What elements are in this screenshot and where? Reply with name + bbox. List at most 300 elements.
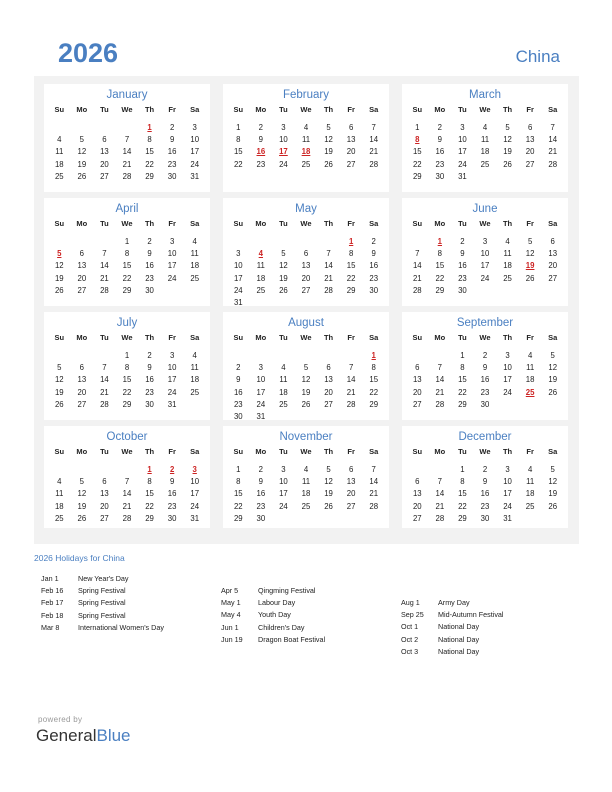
weekday-header: Sa [190,447,200,456]
day: 27 [412,399,422,409]
day: 26 [77,513,87,523]
day: 26 [279,285,288,295]
empty-day [272,350,295,362]
day: 25 [301,501,311,511]
weekday-header: We [121,333,133,342]
day: 19 [503,147,512,157]
day: 22 [145,159,154,169]
day: 3 [505,465,510,474]
day: 27 [77,285,87,295]
weekday-header: Mo [76,447,88,456]
day: 12 [54,261,64,271]
day-grid [223,331,389,423]
holiday-row [221,622,325,634]
day: 12 [54,375,64,385]
holiday-day: 3 [192,465,197,474]
day: 20 [324,387,333,397]
month-july [44,312,210,420]
weekday-header: Fr [168,105,176,114]
day: 20 [77,273,87,283]
day: 5 [79,135,85,145]
holiday-name: Spring Festival [78,586,126,596]
day: 18 [256,273,266,283]
day: 12 [548,477,558,487]
day: 23 [256,159,266,169]
day: 18 [525,489,535,499]
holiday-day: 17 [279,147,288,157]
holiday-name: Labour Day [258,598,296,608]
day: 22 [346,273,356,283]
day: 29 [122,285,132,295]
day: 13 [100,489,109,499]
empty-day [71,236,94,248]
weekday-header: Tu [100,333,109,342]
day: 21 [324,273,333,283]
holiday-row [401,609,504,621]
holiday-name: National Day [438,622,480,632]
day: 25 [256,285,266,295]
day: 3 [281,123,286,132]
empty-day [340,350,363,362]
day: 30 [480,399,490,409]
day: 12 [324,477,333,487]
day: 3 [258,363,264,373]
empty-day [71,464,94,476]
holiday-day: 25 [525,387,535,397]
day: 23 [458,273,467,283]
month-name: October [106,431,148,443]
day: 21 [369,147,379,157]
weekday-header: Tu [279,333,288,342]
months-grid [44,84,568,528]
weekday-header: Tu [458,219,467,228]
day: 10 [190,477,200,487]
day: 26 [525,273,535,283]
day: 11 [279,375,288,385]
empty-day [116,464,139,476]
weekday-header: Tu [100,219,109,228]
day: 27 [412,513,422,523]
day: 28 [324,285,333,295]
day: 4 [527,465,533,474]
holiday-name: National Day [438,646,480,656]
holiday-name: National Day [438,634,480,644]
day: 13 [412,489,422,499]
day: 28 [100,399,109,409]
day: 30 [369,285,379,295]
day: 4 [281,363,286,373]
holiday-day: 16 [256,147,266,157]
day: 4 [527,351,533,360]
month-name: September [456,317,514,329]
day: 2 [482,465,488,474]
day: 22 [435,273,445,283]
weekday-header: Mo [255,333,267,342]
day: 15 [346,261,356,271]
day: 29 [233,513,243,523]
holiday-date: Feb 17 [41,598,64,608]
day-grid [402,331,568,411]
weekday-header: Fr [347,105,355,114]
day: 16 [145,375,154,385]
weekday-header: Sa [369,333,379,342]
day: 9 [147,363,152,373]
holiday-name: International Women's Day [78,622,164,632]
empty-day [406,464,429,476]
day: 20 [77,387,87,397]
day-grid [402,445,568,525]
weekday-header: Mo [434,447,446,456]
day: 14 [369,477,379,487]
empty-day [227,236,250,248]
empty-day [93,350,116,362]
day: 1 [460,351,465,360]
weekday-header: Fr [347,447,355,456]
day: 6 [326,363,331,373]
day: 26 [324,501,333,511]
day: 3 [192,123,197,132]
day: 7 [550,123,555,132]
day: 27 [548,273,558,283]
holiday-date: Oct 1 [401,622,419,632]
day: 17 [167,261,177,271]
holiday-row [401,621,504,633]
day-grid [402,103,568,183]
day: 5 [527,237,533,246]
day: 6 [550,237,555,246]
weekday-header: Mo [76,219,88,228]
empty-day [295,350,318,362]
day: 28 [369,159,379,169]
day: 17 [458,147,467,157]
weekday-header: Tu [279,219,288,228]
day: 8 [124,363,130,373]
day: 10 [503,363,512,373]
weekday-header: Mo [255,219,267,228]
weekday-header: Fr [168,219,176,228]
holiday-date: Sep 25 [401,610,424,620]
day: 28 [100,285,109,295]
month-october [44,426,210,528]
day: 7 [102,363,107,373]
day: 15 [122,261,132,271]
day: 30 [167,513,177,523]
day: 2 [236,363,241,373]
day: 19 [324,489,333,499]
day: 8 [371,363,376,373]
empty-day [48,464,71,476]
day: 18 [54,501,64,511]
day: 8 [437,249,443,259]
day: 29 [458,399,467,409]
day: 30 [435,171,445,181]
day: 18 [54,159,64,169]
weekday-header: Th [144,105,155,114]
day: 6 [415,477,420,487]
day: 5 [303,363,309,373]
day: 15 [233,147,243,157]
day: 30 [233,411,243,421]
empty-day [48,122,71,134]
day: 21 [412,273,422,283]
day: 4 [192,237,197,246]
day: 18 [480,147,490,157]
holiday-name: New Year's Day [78,574,129,583]
empty-day [406,350,429,362]
day: 7 [102,249,107,259]
holiday-row [221,634,325,646]
day: 14 [435,375,445,385]
day: 11 [190,249,199,259]
day: 17 [503,489,512,499]
day: 18 [525,375,535,385]
holiday-day: 4 [258,249,264,259]
day: 10 [233,261,243,271]
holiday-day: 1 [437,237,443,246]
year-title: 2026 [58,38,119,68]
day: 3 [281,465,286,474]
day: 22 [122,387,132,397]
day: 9 [169,477,175,487]
day: 17 [233,273,243,283]
day: 1 [415,123,420,132]
country-title: China [515,47,560,66]
weekday-header: Mo [255,447,267,456]
holiday-day: 19 [525,261,535,271]
day: 27 [346,501,356,511]
day: 5 [326,123,331,132]
day: 24 [190,159,200,169]
weekday-header: Tu [458,333,467,342]
day: 13 [100,147,109,157]
day: 27 [100,513,109,523]
day: 31 [190,513,200,523]
weekday-header: Tu [100,105,109,114]
day-grid [223,445,389,525]
weekday-header: Sa [548,333,558,342]
weekday-header: Mo [76,105,88,114]
holiday-day: 8 [415,135,420,145]
day: 31 [503,513,512,523]
day: 29 [145,171,154,181]
day: 24 [256,399,266,409]
weekday-header: Tu [458,105,467,114]
weekday-header: Mo [434,105,446,114]
holiday-row [41,585,164,597]
day: 24 [233,285,243,295]
day: 1 [124,351,130,360]
day: 10 [503,477,512,487]
day: 14 [548,135,558,145]
day: 31 [190,171,200,181]
month-name: March [469,89,501,101]
day: 2 [169,123,175,132]
day: 7 [371,465,376,474]
weekday-header: Sa [190,219,200,228]
month-name: November [279,431,333,443]
month-august [223,312,389,420]
weekday-header: Su [54,447,65,456]
weekday-header: We [479,219,491,228]
day: 24 [503,387,512,397]
weekday-header: We [300,105,312,114]
empty-day [71,122,94,134]
day: 4 [505,237,510,246]
weekday-header: We [121,105,133,114]
powered-by-text: powered by [38,715,83,724]
day: 25 [503,273,512,283]
day: 3 [236,249,241,259]
weekday-header: Sa [369,447,379,456]
day: 28 [122,171,132,181]
day: 27 [100,171,109,181]
day: 26 [54,285,64,295]
weekday-header: We [479,105,491,114]
holiday-date: Apr 5 [221,586,239,595]
day: 7 [124,477,130,487]
day: 25 [190,387,200,397]
holiday-date: Jan 1 [41,574,59,583]
day: 16 [145,261,154,271]
day: 21 [435,501,445,511]
day: 20 [100,501,109,511]
day: 23 [480,501,490,511]
day: 1 [236,123,241,132]
month-september [402,312,568,420]
weekday-header: Su [54,219,65,228]
day: 8 [236,135,241,145]
month-name: July [116,317,138,329]
day: 3 [505,351,510,360]
day: 12 [324,135,333,145]
brand-logo [36,726,131,746]
day: 16 [167,489,177,499]
day: 6 [79,363,85,373]
day: 5 [281,249,286,259]
holiday-name: Spring Festival [78,610,126,620]
weekday-header: Su [233,105,244,114]
day: 5 [550,465,555,474]
day: 19 [301,387,311,397]
day: 22 [233,159,243,169]
day: 12 [525,249,535,259]
day: 15 [233,489,243,499]
empty-day [250,350,273,362]
weekday-header: Sa [369,219,379,228]
day: 29 [435,285,445,295]
day: 26 [77,171,87,181]
day: 15 [458,375,467,385]
day: 7 [348,363,354,373]
day: 30 [256,513,266,523]
holiday-day: 2 [169,465,175,474]
day: 6 [102,477,107,487]
day: 16 [369,261,379,271]
day: 31 [233,297,243,307]
day: 24 [503,501,512,511]
day: 21 [122,159,132,169]
weekday-header: Su [54,105,65,114]
day: 11 [526,363,535,373]
holiday-date: Feb 18 [41,610,64,620]
day: 20 [346,147,356,157]
holiday-name: Dragon Boat Festival [258,634,326,644]
weekday-header: Su [412,333,423,342]
month-january [44,84,210,192]
month-name: August [288,317,324,329]
weekday-header: Tu [279,447,288,456]
day: 22 [458,387,467,397]
holiday-row [41,622,164,634]
holiday-date: Oct 2 [401,634,419,644]
day: 9 [147,249,152,259]
weekday-header: Fr [526,447,534,456]
day: 7 [437,477,443,487]
day: 18 [301,489,311,499]
holiday-row [41,610,164,622]
day: 13 [77,261,87,271]
day: 16 [458,261,467,271]
month-name: April [115,203,139,215]
empty-day [48,350,71,362]
day: 24 [279,159,288,169]
day: 10 [167,363,177,373]
day: 2 [258,123,264,132]
day: 30 [167,171,177,181]
holiday-row [221,609,325,621]
day: 21 [122,501,132,511]
empty-day [317,236,340,248]
day: 13 [346,135,356,145]
holiday-name: Qingming Festival [258,586,316,595]
day: 23 [167,159,177,169]
empty-day [272,236,295,248]
day-grid [44,445,210,525]
day: 27 [525,159,535,169]
day: 5 [326,465,331,474]
holiday-column-1 [41,573,164,634]
day: 15 [145,147,154,157]
day: 22 [412,159,422,169]
day: 12 [77,147,87,157]
weekday-header: Th [144,447,155,456]
day: 23 [145,273,154,283]
holidays-title: 2026 Holidays for China [34,553,125,563]
day: 14 [346,375,356,385]
month-december [402,426,568,528]
holiday-day: 5 [57,249,62,259]
empty-day [93,236,116,248]
weekday-header: Fr [168,447,176,456]
day: 12 [548,363,558,373]
day: 9 [371,249,376,259]
day: 9 [169,135,175,145]
day: 30 [145,399,154,409]
day: 15 [458,489,467,499]
day: 11 [55,147,64,157]
day: 17 [167,375,177,385]
day: 13 [324,375,333,385]
empty-day [93,122,116,134]
day: 18 [279,387,288,397]
day: 9 [236,375,241,385]
day: 12 [77,489,87,499]
weekday-header: Su [412,219,423,228]
day: 13 [548,249,558,259]
empty-day [116,122,139,134]
day: 21 [548,147,558,157]
empty-day [317,350,340,362]
